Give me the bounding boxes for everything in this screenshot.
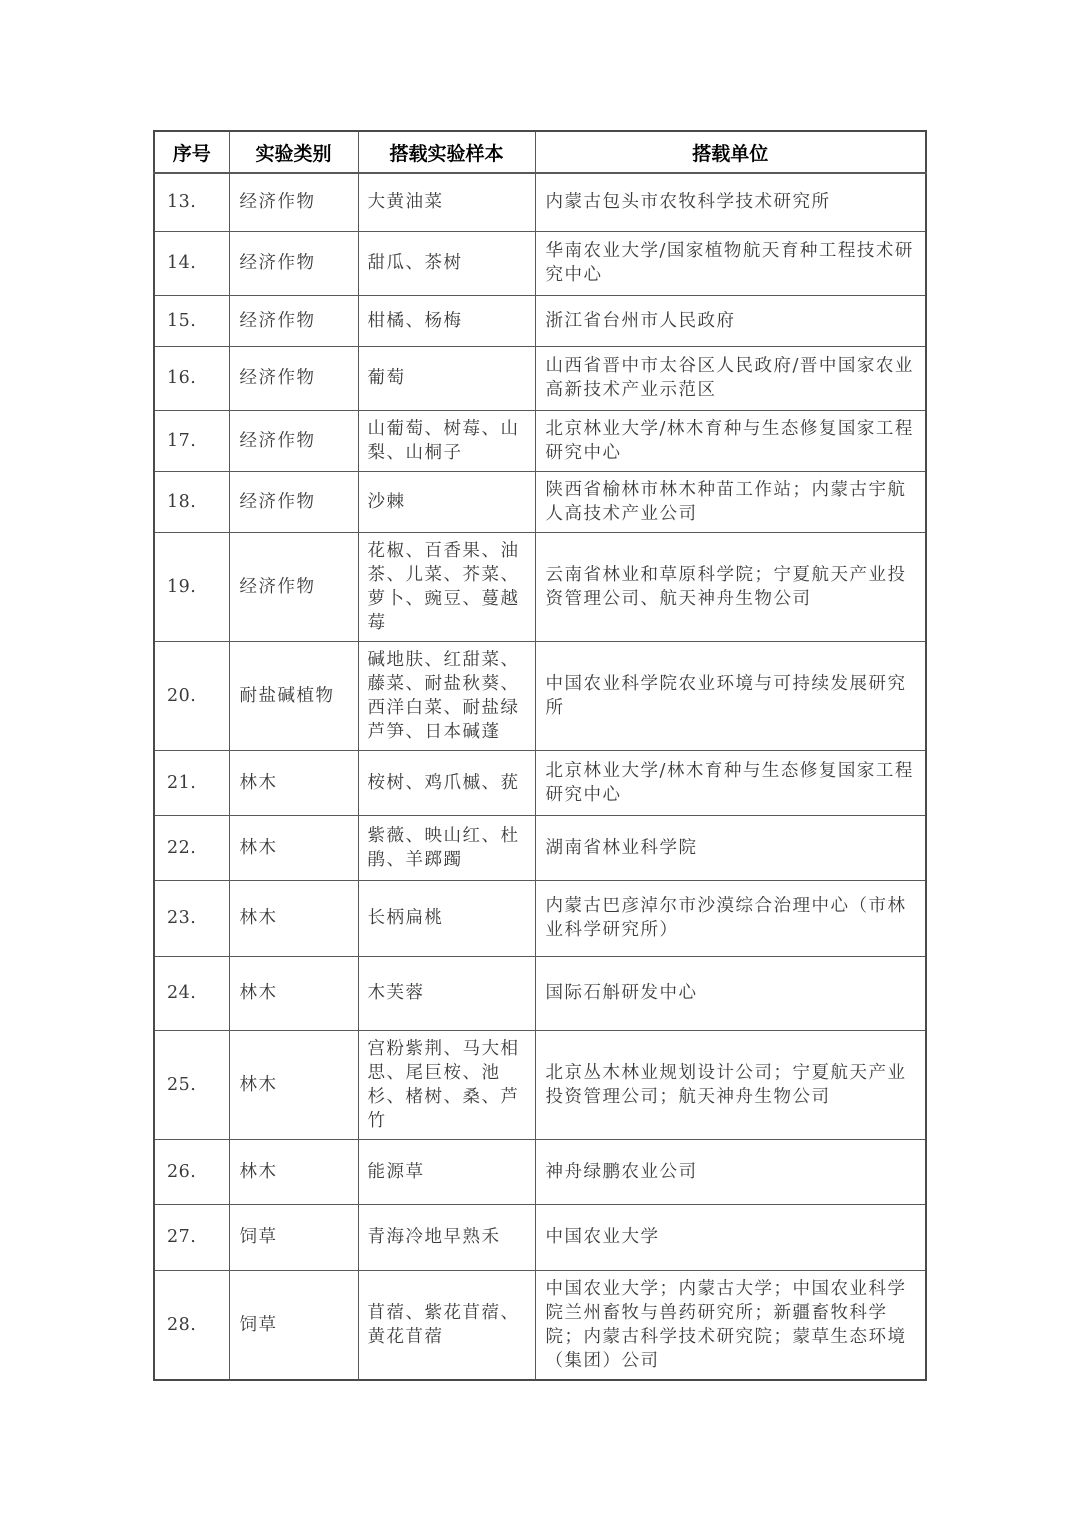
cell-category: 经济作物 [229,231,358,295]
table-row [154,410,926,471]
table-row [154,173,926,231]
cell-unit: 中国农业大学 [535,1204,926,1270]
col-header-unit: 搭载单位 [535,131,926,173]
cell-unit: 北京丛木林业规划设计公司；宁夏航天产业投资管理公司；航天神舟生物公司 [535,1030,926,1139]
table-row [154,471,926,532]
table-row [154,880,926,956]
table-row [154,815,926,880]
cell-seq-no: 24. [154,956,229,1030]
table-row [154,1030,926,1139]
cell-category: 经济作物 [229,346,358,410]
table-row [154,295,926,346]
table-row [154,750,926,815]
cell-category: 饲草 [229,1270,358,1380]
cell-category: 林木 [229,956,358,1030]
table-row [154,532,926,641]
cell-sample: 宫粉紫荆、马大相思、尾巨桉、池杉、楮树、桑、芦竹 [358,1030,535,1139]
cell-unit: 中国农业大学；内蒙古大学；中国农业科学院兰州畜牧与兽药研究所；新疆畜牧科学院；内蒙古科学技术研究院；蒙草生态环境（集团）公司 [535,1270,926,1380]
cell-sample: 苜蓿、紫花苜蓿、黄花苜蓿 [358,1270,535,1380]
cell-unit: 浙江省台州市人民政府 [535,295,926,346]
table-row [154,1204,926,1270]
cell-seq-no: 14. [154,231,229,295]
cell-sample: 碱地肤、红甜菜、藤菜、耐盐秋葵、西洋白菜、耐盐绿芦笋、日本碱蓬 [358,641,535,750]
cell-unit: 华南农业大学/国家植物航天育种工程技术研究中心 [535,231,926,295]
cell-unit: 湖南省林业科学院 [535,815,926,880]
cell-category: 经济作物 [229,173,358,231]
cell-sample: 青海冷地早熟禾 [358,1204,535,1270]
cell-category: 经济作物 [229,471,358,532]
payload-table [153,130,927,1381]
cell-seq-no: 18. [154,471,229,532]
table-row [154,346,926,410]
cell-unit: 山西省晋中市太谷区人民政府/晋中国家农业高新技术产业示范区 [535,346,926,410]
cell-sample: 桉树、鸡爪槭、莸 [358,750,535,815]
table-header-row [154,131,926,173]
table-row [154,1270,926,1380]
cell-sample: 沙棘 [358,471,535,532]
cell-seq-no: 19. [154,532,229,641]
cell-category: 经济作物 [229,410,358,471]
cell-seq-no: 22. [154,815,229,880]
cell-category: 林木 [229,1139,358,1204]
col-header-sample: 搭载实验样本 [358,131,535,173]
cell-seq-no: 20. [154,641,229,750]
cell-seq-no: 26. [154,1139,229,1204]
table-row [154,231,926,295]
cell-category: 饲草 [229,1204,358,1270]
cell-sample: 紫薇、映山红、杜鹃、羊踯躅 [358,815,535,880]
cell-unit: 陕西省榆林市林木种苗工作站；内蒙古宇航人高技术产业公司 [535,471,926,532]
col-header-category: 实验类别 [229,131,358,173]
cell-seq-no: 23. [154,880,229,956]
cell-category: 林木 [229,750,358,815]
cell-seq-no: 15. [154,295,229,346]
table-row [154,956,926,1030]
cell-seq-no: 28. [154,1270,229,1380]
cell-sample: 葡萄 [358,346,535,410]
cell-sample: 柑橘、杨梅 [358,295,535,346]
cell-sample: 能源草 [358,1139,535,1204]
table-row [154,641,926,750]
cell-sample: 花椒、百香果、油茶、儿菜、芥菜、萝卜、豌豆、蔓越莓 [358,532,535,641]
cell-unit: 神舟绿鹏农业公司 [535,1139,926,1204]
cell-category: 经济作物 [229,532,358,641]
cell-unit: 内蒙古包头市农牧科学技术研究所 [535,173,926,231]
cell-unit: 云南省林业和草原科学院；宁夏航天产业投资管理公司、航天神舟生物公司 [535,532,926,641]
cell-seq-no: 27. [154,1204,229,1270]
cell-unit: 北京林业大学/林木育种与生态修复国家工程研究中心 [535,750,926,815]
cell-seq-no: 16. [154,346,229,410]
cell-seq-no: 13. [154,173,229,231]
cell-sample: 长柄扁桃 [358,880,535,956]
cell-unit: 北京林业大学/林木育种与生态修复国家工程研究中心 [535,410,926,471]
cell-category: 林木 [229,1030,358,1139]
cell-sample: 山葡萄、树莓、山梨、山桐子 [358,410,535,471]
cell-unit: 国际石斛研发中心 [535,956,926,1030]
cell-category: 经济作物 [229,295,358,346]
cell-unit: 内蒙古巴彦淖尔市沙漠综合治理中心（市林业科学研究所） [535,880,926,956]
cell-category: 林木 [229,880,358,956]
cell-sample: 甜瓜、茶树 [358,231,535,295]
table-row [154,1139,926,1204]
col-header-seq-no: 序号 [154,131,229,173]
cell-unit: 中国农业科学院农业环境与可持续发展研究所 [535,641,926,750]
cell-seq-no: 21. [154,750,229,815]
cell-category: 林木 [229,815,358,880]
cell-category: 耐盐碱植物 [229,641,358,750]
cell-sample: 大黄油菜 [358,173,535,231]
cell-seq-no: 17. [154,410,229,471]
cell-sample: 木芙蓉 [358,956,535,1030]
cell-seq-no: 25. [154,1030,229,1139]
